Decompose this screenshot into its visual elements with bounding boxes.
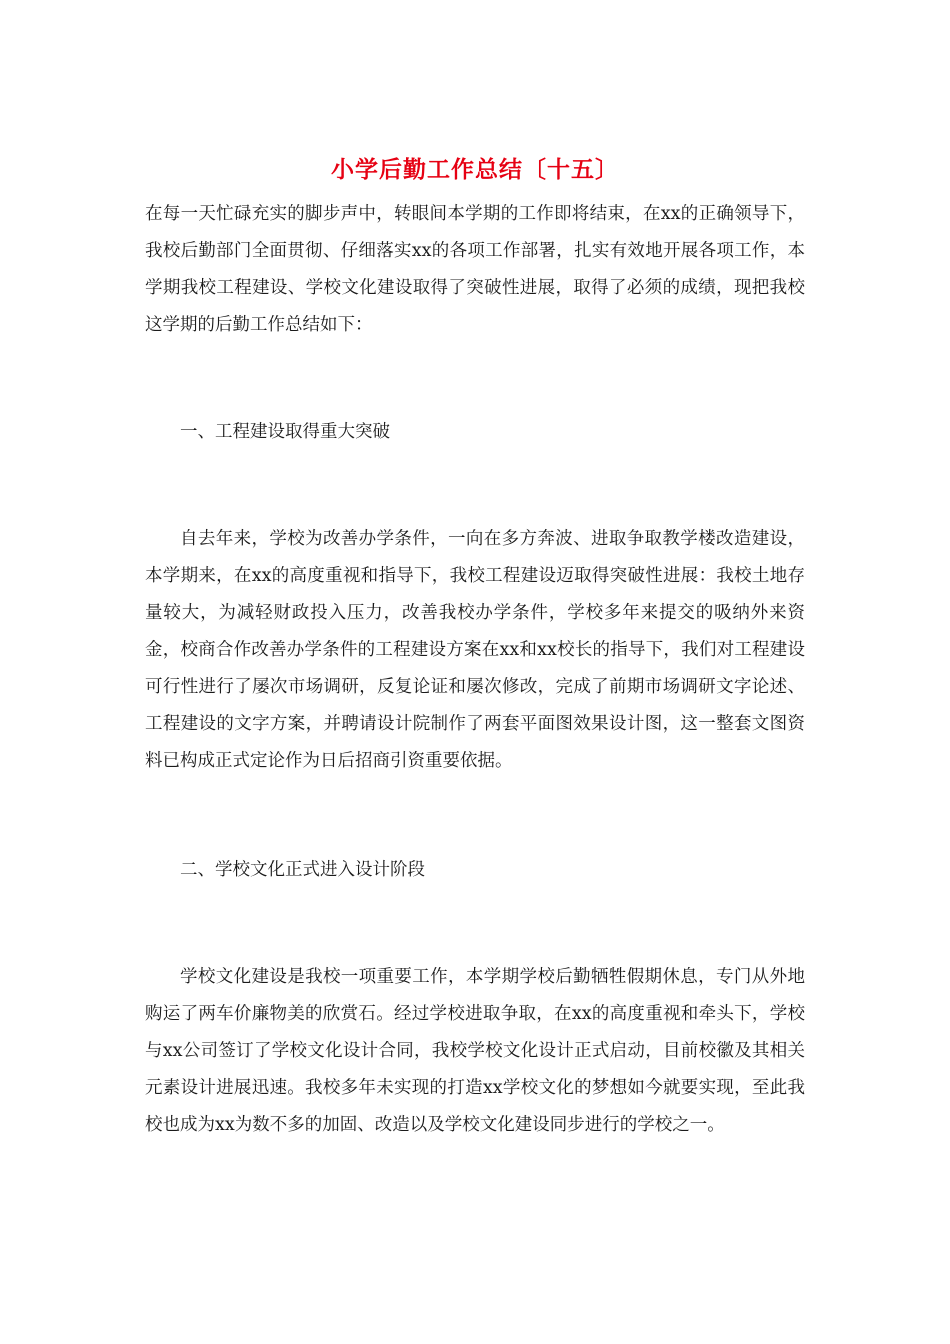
document-title: 小学后勤工作总结〔十五〕: [331, 156, 619, 183]
section-body-2: 学校文化建设是我校一项重要工作，本学期学校后勤牺牲假期休息，专门从外地购运了两车价廉物美的欣赏石。经过学校进取争取，在xx的高度重视和牵头下，学校与xx公司签订了学校文化设计合同，我校学校文化设计正式启动，目前校徽及其相关元素设计进展迅速。我校多年未实现的打造xx学校文化的梦想如今就要实现，至此我校也成为xx为数不多的加固、改造以及学校文化建设同步进行的学校之一。: [145, 967, 805, 1135]
section-heading-1: 一、工程建设取得重大突破: [180, 422, 390, 442]
section-heading-2: 二、学校文化正式进入设计阶段: [180, 860, 425, 880]
document-page: [145, 150, 805, 1144]
spacer: [145, 451, 805, 521]
spacer: [145, 889, 805, 959]
spacer: [145, 344, 805, 414]
intro-paragraph: 在每一天忙碌充实的脚步声中，转眼间本学期的工作即将结束，在xx的正确领导下，我校后勤部门全面贯彻、仔细落实xx的各项工作部署，扎实有效地开展各项工作，本学期我校工程建设、学校文化建设取得了突破性进展，取得了必须的成绩，现把我校这学期的后勤工作总结如下：: [145, 204, 805, 335]
spacer: [145, 780, 805, 852]
section-body-1: 自去年来，学校为改善办学条件，一向在多方奔波、进取争取教学楼改造建设，本学期来，在xx的高度重视和指导下，我校工程建设迈取得突破性进展：我校土地存量较大，为减轻财政投入压力，改善我校办学条件，学校多年来提交的吸纳外来资金，校商合作改善办学条件的工程建设方案在xx和xx校长的指导下，我们对工程建设可行性进行了屡次市场调研，反复论证和屡次修改，完成了前期市场调研文字论述、工程建设的文字方案，并聘请设计院制作了两套平面图效果设计图，这一整套文图资料已构成正式定论作为日后招商引资重要依据。: [145, 529, 805, 771]
